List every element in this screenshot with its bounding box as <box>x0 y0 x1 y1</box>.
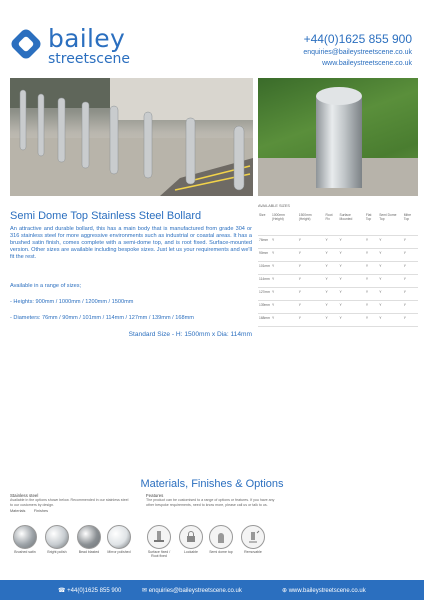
brand-name: bailey <box>48 24 126 53</box>
table-cell: Y <box>325 261 339 274</box>
table-cell: Y <box>378 300 403 313</box>
table-cell: 101mm <box>258 261 271 274</box>
table-cell: Y <box>271 287 298 300</box>
table-cell: Y <box>378 274 403 287</box>
finishes-heading: Finishes <box>33 509 48 513</box>
table-cell: Y <box>378 248 403 261</box>
table-cell: Y <box>403 248 418 261</box>
table-cell: Y <box>403 261 418 274</box>
table-row <box>258 313 418 326</box>
materials-right-text: The product can be customised to a range of options or features. If you have any other bespoke requirements, need to know more, please call us or talk to us. <box>146 498 275 507</box>
table-cell: Y <box>271 313 298 326</box>
table-cell: Y <box>365 313 378 326</box>
option-item <box>240 525 266 554</box>
table-cell: Y <box>325 313 339 326</box>
diameters-text: - Diameters: 76mm / 90mm / 101mm / 114mm / 127mm / 139mm / 168mm <box>10 315 194 321</box>
table-cell: Y <box>365 300 378 313</box>
table-header-cell: 1500mm (Height) <box>298 211 325 235</box>
removable-icon <box>241 525 265 549</box>
table-cell: Y <box>365 235 378 248</box>
table-cell: Y <box>325 287 339 300</box>
table-cell: Y <box>339 261 365 274</box>
table-cell: Y <box>325 248 339 261</box>
sizes-table-caption: AVAILABLE SIZES <box>258 204 290 208</box>
table-cell: Y <box>298 248 325 261</box>
table-cell: Y <box>271 300 298 313</box>
fixing-icon <box>147 525 171 549</box>
table-header-cell: Mitre Top <box>403 211 418 235</box>
table-header-cell: Flat Top <box>365 211 378 235</box>
swatch-label: Bead blasted <box>78 550 100 554</box>
table-cell: Y <box>378 261 403 274</box>
table-cell: Y <box>403 300 418 313</box>
option-label: Removable <box>244 550 262 554</box>
option-item <box>208 525 234 554</box>
table-cell: Y <box>378 235 403 248</box>
table-row <box>258 274 418 287</box>
table-cell: Y <box>339 235 365 248</box>
table-cell: Y <box>298 300 325 313</box>
materials-left-text: Available in the options shown below. Recommended in our stainless steel to our customers by design. <box>10 498 129 507</box>
option-label: Lockable <box>183 550 198 554</box>
table-cell: 139mm <box>258 300 271 313</box>
table-cell: Y <box>365 274 378 287</box>
brand-logo <box>10 24 145 68</box>
option-item <box>146 525 172 558</box>
header-website[interactable]: www.baileystreetscene.co.uk <box>322 60 412 67</box>
materials-left-block <box>10 493 130 513</box>
standard-size-text: Standard Size - H: 1500mm x Dia: 114mm <box>128 331 252 338</box>
table-cell: Y <box>365 287 378 300</box>
table-cell: 127mm <box>258 287 271 300</box>
product-title: Semi Dome Top Stainless Steel Bollard <box>10 210 202 222</box>
table-cell: Y <box>403 313 418 326</box>
swatch-circle <box>45 525 69 549</box>
option-label: Surface fixed / Root fixed <box>147 550 171 559</box>
materials-subheads <box>10 509 130 513</box>
table-cell: Y <box>271 248 298 261</box>
swatch-label: Mirror polished <box>107 550 131 554</box>
footer-bar <box>0 580 424 600</box>
swatch-label: Brushed satin <box>14 550 36 554</box>
sizes-table <box>258 204 418 327</box>
bollard-row-photo <box>10 78 253 196</box>
lock-icon <box>179 525 203 549</box>
option-label: Semi dome top <box>209 550 233 554</box>
table-cell: Y <box>339 313 365 326</box>
table-cell: Y <box>298 313 325 326</box>
finish-swatch <box>12 525 38 554</box>
header-phone[interactable]: +44(0)1625 855 900 <box>303 32 412 46</box>
header-email[interactable]: enquiries@baileystreetscene.co.uk <box>303 49 412 56</box>
table-cell: Y <box>298 261 325 274</box>
option-item <box>178 525 204 554</box>
table-cell: Y <box>339 248 365 261</box>
table-cell: Y <box>298 235 325 248</box>
table-cell: Y <box>365 248 378 261</box>
brand-sub: streetscene <box>48 51 131 67</box>
table-cell: Y <box>271 261 298 274</box>
table-header-cell: Root Fix <box>325 211 339 235</box>
table-cell: 76mm <box>258 235 271 248</box>
heights-text: - Heights: 900mm / 1000mm / 1200mm / 1500mm <box>10 299 134 305</box>
table-header-cell: Size <box>258 211 271 235</box>
table-row <box>258 235 418 248</box>
table-cell: Y <box>339 300 365 313</box>
swatch-circle <box>13 525 37 549</box>
table-cell: Y <box>365 261 378 274</box>
table-row <box>258 300 418 313</box>
table-row <box>258 261 418 274</box>
table-cell: Y <box>298 274 325 287</box>
finish-swatch <box>76 525 102 554</box>
swatch-circle <box>107 525 131 549</box>
table-header-cell: Surface Mounted <box>339 211 365 235</box>
swatch-label: Bright polish <box>47 550 67 554</box>
materials-right-block <box>146 493 276 507</box>
finish-swatch <box>44 525 70 554</box>
bollard-closeup-photo <box>258 78 418 196</box>
table-cell: Y <box>325 235 339 248</box>
logo-mark-icon <box>10 28 42 60</box>
table-header-cell: Semi Dome Top <box>378 211 403 235</box>
table-cell: Y <box>339 274 365 287</box>
finish-swatch <box>106 525 132 554</box>
table-header-cell: 1000mm (Height) <box>271 211 298 235</box>
table-cell: Y <box>325 274 339 287</box>
table-cell: 114mm <box>258 274 271 287</box>
materials-heading: Materials <box>10 509 26 513</box>
product-description: An attractive and durable bollard, this has a main body that is manufactured from grade 304 or 316 stainless steel for more aggressive environments such as industrial or coastal areas. It has a brushed satin finish, comes complete with a semi-dome top, and is root fixed. Surface-mounted version. Other sizes are available including bespoke sizes. Just let us your requirements and we'll fit the rest. <box>10 226 252 260</box>
table-cell: Y <box>271 235 298 248</box>
table-cell: Y <box>325 300 339 313</box>
table-cell: Y <box>403 287 418 300</box>
table-cell: Y <box>298 287 325 300</box>
table-cell: 168mm <box>258 313 271 326</box>
table-row <box>258 248 418 261</box>
table-cell: Y <box>271 274 298 287</box>
table-header-row <box>258 211 418 235</box>
materials-title: Materials, Finishes & Options <box>140 478 284 490</box>
table-cell: Y <box>403 274 418 287</box>
footer-phone[interactable]: ☎ +44(0)1625 855 900 <box>58 588 122 594</box>
footer-website[interactable]: ⊕ www.baileystreetscene.co.uk <box>282 588 366 594</box>
table-cell: Y <box>403 235 418 248</box>
available-text: Available in a range of sizes; <box>10 283 82 289</box>
materials-left-label: Stainless steel <box>10 493 39 498</box>
table-cell: Y <box>378 287 403 300</box>
table-cell: Y <box>378 313 403 326</box>
table-cell: Y <box>339 287 365 300</box>
materials-right-label: Features <box>146 493 164 498</box>
footer-email[interactable]: ✉ enquiries@baileystreetscene.co.uk <box>142 588 242 594</box>
table-cell: 90mm <box>258 248 271 261</box>
dome-top-icon <box>209 525 233 549</box>
swatch-circle <box>77 525 101 549</box>
header-contact <box>303 32 412 69</box>
table-row <box>258 287 418 300</box>
